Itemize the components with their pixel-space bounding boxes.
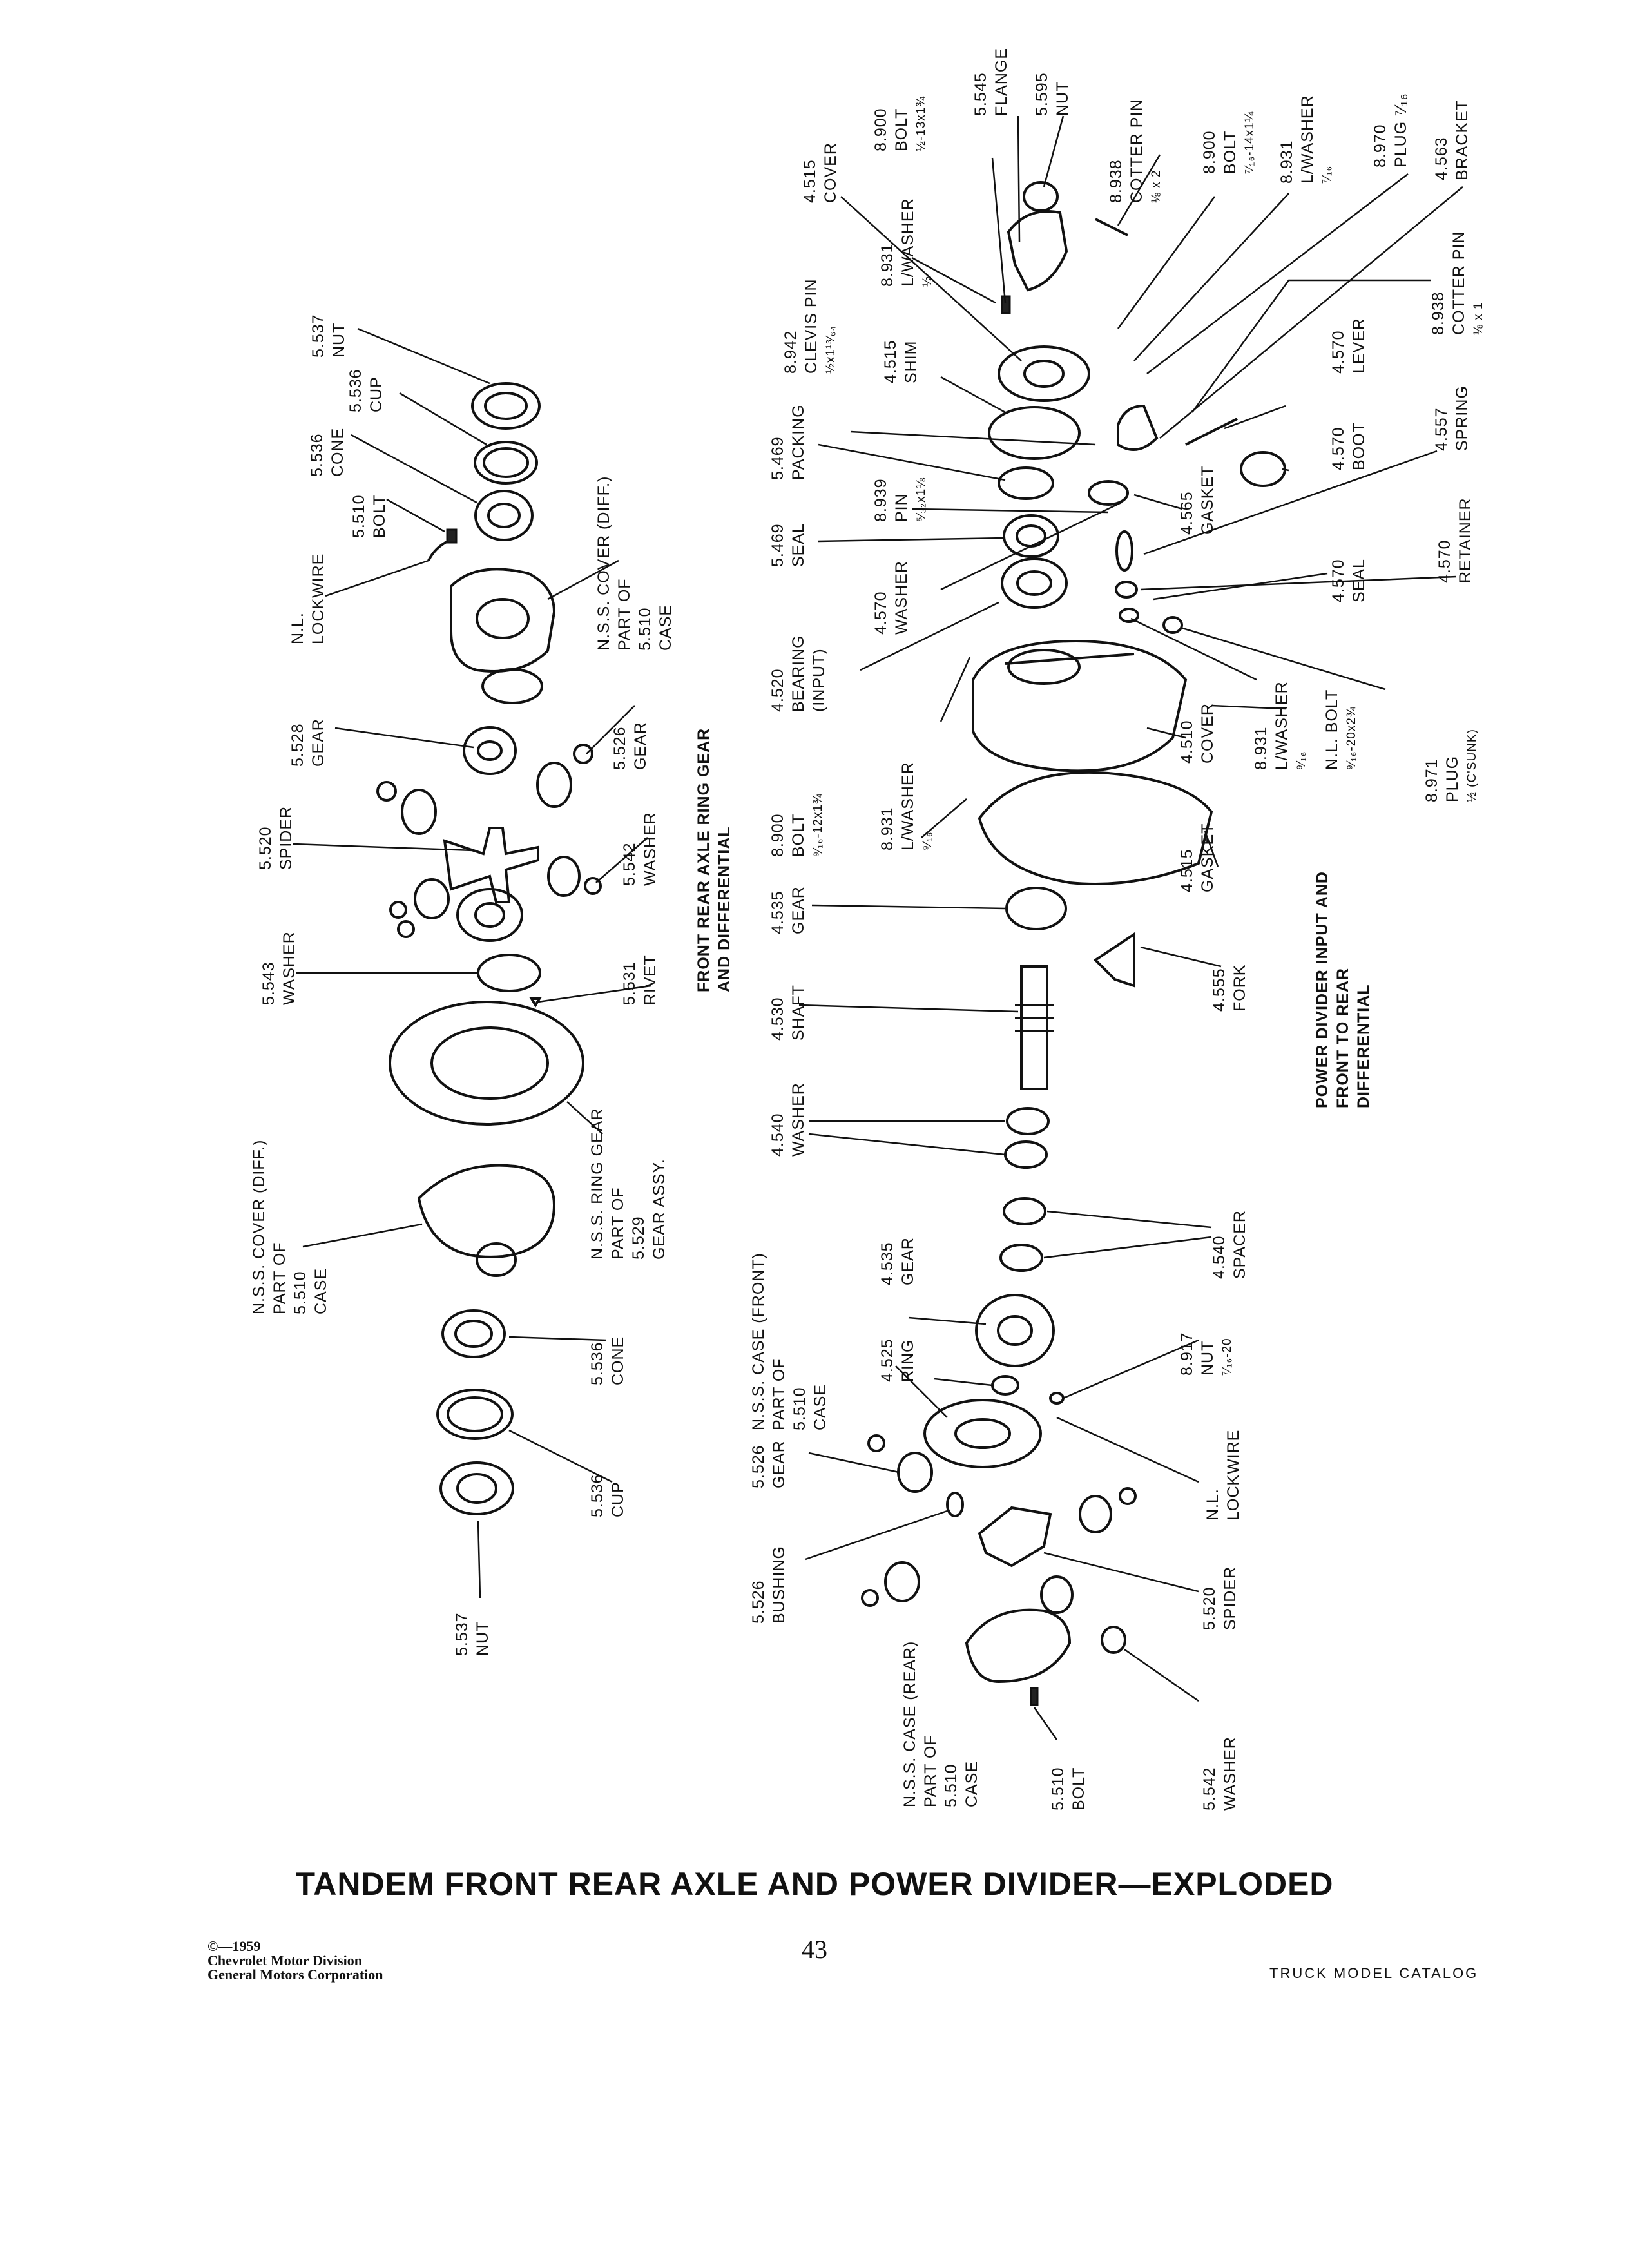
svg-text:BOLT: BOLT [1070,1767,1088,1811]
svg-text:5.526: 5.526 [749,1445,767,1488]
svg-text:N.S.S. CASE (FRONT): N.S.S. CASE (FRONT) [749,1253,767,1430]
label-rivet-531 [621,954,659,1005]
svg-text:SHAFT: SHAFT [789,985,807,1041]
svg-text:8.917: 8.917 [1178,1332,1196,1376]
bushing-part [947,1493,963,1516]
svg-text:4.563: 4.563 [1432,137,1451,180]
svg-text:5.545: 5.545 [972,72,990,116]
svg-text:N.S.S. RING GEAR: N.S.S. RING GEAR [588,1108,606,1260]
svg-text:⁹⁄₁₆: ⁹⁄₁₆ [1295,751,1308,770]
svg-text:CASE: CASE [312,1267,330,1314]
input-bearing-part [1002,559,1066,608]
svg-text:8.938: 8.938 [1429,291,1447,335]
label-nl-bolt [1323,689,1358,770]
svg-text:SEAL: SEAL [789,523,807,567]
label-nut-537-lower [453,1612,492,1656]
svg-text:SPIDER: SPIDER [1221,1566,1239,1630]
copyright-year: ©—1959 [207,1938,261,1954]
svg-text:½x1¹³⁄₆₄: ½x1¹³⁄₆₄ [824,325,838,374]
svg-text:5.510: 5.510 [942,1763,960,1807]
svg-text:4.515: 4.515 [1178,849,1196,892]
svg-text:BOLT: BOLT [789,813,807,857]
svg-text:L/WASHER: L/WASHER [1298,95,1316,184]
svg-text:L/WASHER: L/WASHER [1273,681,1291,770]
svg-text:LOCKWIRE: LOCKWIRE [1224,1429,1242,1521]
label-bearing-520 [769,635,828,712]
svg-text:BOLT: BOLT [371,494,389,538]
svg-text:½ (C'SUNK): ½ (C'SUNK) [1465,729,1479,802]
svg-text:8.970: 8.970 [1371,124,1389,168]
svg-text:RING: RING [899,1339,917,1382]
label-nut-595 [1033,72,1072,116]
label-lwasher-931-lower [878,762,934,850]
svg-text:4.525: 4.525 [878,1338,896,1382]
lever-gasket-part [1089,481,1128,505]
svg-text:COVER: COVER [822,142,840,203]
label-bolt-900 [872,96,928,151]
svg-text:GEAR: GEAR [789,886,807,934]
label-cover-diff-bottom [250,1140,330,1314]
label-retainer-570 [1436,497,1474,583]
section-heading-differential [695,728,733,992]
svg-text:N.S.S. COVER (DIFF.): N.S.S. COVER (DIFF.) [595,476,613,651]
svg-text:PIN: PIN [892,493,911,522]
svg-text:PLUG ⁷⁄₁₆: PLUG ⁷⁄₁₆ [1392,93,1410,168]
label-cover-510 [1178,703,1217,764]
catalog-name: TRUCK MODEL CATALOG [1269,1965,1479,1981]
label-ring-gear [588,1108,668,1260]
svg-text:CASE: CASE [811,1383,829,1430]
svg-text:(INPUT): (INPUT) [810,648,828,712]
svg-text:⁷⁄₁₆-14x1¼: ⁷⁄₁₆-14x1¼ [1243,111,1257,174]
spacer-part [1004,1198,1045,1224]
label-cotter-pin-938 [1107,99,1163,203]
svg-text:WASHER: WASHER [1221,1736,1239,1811]
svg-text:GEAR ASSY.: GEAR ASSY. [650,1158,668,1260]
leader-lines [293,116,1463,1740]
svg-text:NUT: NUT [1054,81,1072,116]
shaft-part [1021,966,1047,1089]
svg-text:5.537: 5.537 [453,1612,471,1656]
svg-text:8.938: 8.938 [1107,159,1125,203]
svg-text:½-13x1¾: ½-13x1¾ [914,95,928,151]
svg-text:WASHER: WASHER [641,812,659,886]
svg-text:BUSHING: BUSHING [770,1546,788,1624]
label-bolt-900-916 [769,793,825,857]
label-ring-525 [878,1338,917,1382]
label-cup-536 [347,369,385,412]
label-shaft-530 [769,985,807,1041]
case-bolt-part [1031,1688,1037,1705]
input-cover-part [999,347,1089,401]
label-clevis-pin-942 [782,278,838,374]
label-gear-535-lower [878,1237,917,1285]
svg-text:4.570: 4.570 [1329,330,1347,374]
label-gear-526-lower [749,1440,788,1488]
label-plug-970 [1371,93,1410,168]
svg-text:4.570: 4.570 [1329,559,1347,602]
washer-part [483,669,542,703]
page-number: 43 [802,1935,827,1964]
svg-text:BEARING: BEARING [789,635,807,712]
svg-text:5.542: 5.542 [621,842,639,886]
label-spacer-540 [1210,1210,1249,1279]
svg-text:FRONT TO REAR: FRONT TO REAR [1334,967,1352,1108]
svg-text:4.515: 4.515 [801,159,819,203]
input-gear-part [1007,888,1066,929]
svg-text:WASHER: WASHER [892,561,911,635]
retainer-part [1116,582,1137,597]
label-seal-469 [769,523,807,567]
cotter-pin-part [1095,219,1128,235]
svg-text:5.520: 5.520 [1200,1586,1219,1630]
svg-text:8.931: 8.931 [878,807,896,850]
label-flange-545 [972,48,1010,116]
label-washer-540 [769,1082,807,1157]
label-bolt-510-lower [1049,1767,1088,1811]
svg-text:N.L.: N.L. [289,612,307,644]
svg-text:⁷⁄₁₆: ⁷⁄₁₆ [1320,165,1334,184]
svg-text:GEAR: GEAR [631,722,650,770]
nut-lower-part [441,1463,513,1514]
svg-text:5.537: 5.537 [309,314,327,358]
label-pin-939 [872,477,928,522]
svg-text:BOOT: BOOT [1350,422,1368,470]
svg-text:WASHER: WASHER [789,1082,807,1157]
flange-part [1008,211,1066,290]
svg-text:8.939: 8.939 [872,478,890,522]
svg-text:5.510: 5.510 [636,607,654,651]
label-cotter-pin-938-1 [1429,231,1485,335]
label-bolt-900-716 [1200,111,1257,174]
ring-part [992,1376,1018,1394]
lever-part [1186,419,1237,445]
svg-text:GEAR: GEAR [899,1237,917,1285]
svg-text:RETAINER: RETAINER [1456,497,1474,583]
label-bushing-526 [749,1546,788,1624]
svg-text:⁹⁄₁₆-12x1¾: ⁹⁄₁₆-12x1¾ [811,793,825,857]
label-shim-515 [882,340,920,383]
label-cone-536-lower [588,1336,627,1385]
svg-text:WASHER: WASHER [280,931,298,1005]
svg-text:⁵⁄₃₂x1⅛: ⁵⁄₃₂x1⅛ [914,477,928,522]
svg-text:RIVET: RIVET [641,954,659,1005]
shaft-washer-part [1007,1108,1048,1134]
svg-text:8.971: 8.971 [1423,758,1441,802]
diff-cover-lower-part [419,1166,554,1257]
copyright-division: Chevrolet Motor Division [207,1952,362,1968]
label-cover-diff-top [595,476,675,651]
label-lwasher-931-916 [1252,681,1308,770]
svg-text:5.510: 5.510 [350,494,368,538]
svg-text:5.469: 5.469 [769,523,787,567]
svg-text:5.536: 5.536 [588,1341,606,1385]
svg-text:COTTER PIN: COTTER PIN [1450,231,1468,335]
copyright-corporation: General Motors Corporation [207,1966,383,1983]
svg-text:LEVER: LEVER [1350,318,1368,374]
label-lockwire-lower [1204,1430,1242,1521]
cone-part [476,491,532,540]
svg-text:5.469: 5.469 [769,436,787,480]
flange-bolt-part [1002,296,1010,313]
label-gasket-565 [1178,466,1217,535]
svg-text:4.555: 4.555 [1210,968,1228,1012]
svg-text:5.520: 5.520 [256,826,275,870]
svg-text:⅛ x 1: ⅛ x 1 [1472,302,1485,335]
svg-text:5.510: 5.510 [1049,1767,1067,1811]
svg-text:PART OF: PART OF [609,1187,627,1260]
label-washer-543 [260,931,298,1005]
svg-text:4.570: 4.570 [1436,539,1454,583]
svg-text:5.526: 5.526 [611,726,629,770]
svg-text:COVER: COVER [1199,703,1217,764]
cone-lower-part [443,1311,505,1357]
svg-text:FLANGE: FLANGE [992,47,1010,116]
label-fork-555 [1210,965,1249,1012]
svg-text:⁹⁄₁₆: ⁹⁄₁₆ [921,831,934,850]
spider-part [445,828,538,902]
label-lockwire [289,553,327,644]
fork-part [1095,934,1134,986]
svg-text:5.595: 5.595 [1033,72,1051,116]
nut-part [472,383,539,428]
lower-washer-part [1102,1627,1125,1653]
spring-part [1117,532,1132,570]
svg-text:CONE: CONE [329,427,347,477]
ring-gear-part [390,1002,583,1124]
svg-text:4.540: 4.540 [1210,1235,1228,1279]
svg-text:NUT: NUT [474,1620,492,1656]
svg-text:CASE: CASE [657,604,675,651]
svg-text:8.931: 8.931 [1278,140,1296,184]
svg-text:5.542: 5.542 [1200,1767,1219,1811]
output-gear-part [976,1295,1054,1366]
label-cone-536 [308,428,347,477]
svg-text:NUT: NUT [1199,1340,1217,1376]
svg-text:5.529: 5.529 [630,1216,648,1260]
bolt-part [447,530,456,543]
svg-text:N.L. BOLT: N.L. BOLT [1323,689,1341,770]
svg-text:BRACKET: BRACKET [1453,99,1471,180]
svg-text:8.900: 8.900 [1200,130,1219,174]
svg-text:CLEVIS PIN: CLEVIS PIN [802,278,820,374]
svg-text:L/WASHER: L/WASHER [899,762,917,850]
label-case-front [749,1253,829,1430]
label-gear-528 [289,718,327,767]
packing-part [999,468,1053,499]
svg-text:SEAL: SEAL [1350,559,1368,602]
differential-parts [378,383,601,1514]
shift-lever-part [1118,406,1157,450]
label-spider-520-lower [1200,1566,1239,1630]
svg-text:4.557: 4.557 [1432,407,1451,451]
svg-text:½: ½ [921,276,934,287]
svg-text:4.570: 4.570 [1329,427,1347,470]
svg-text:8.900: 8.900 [769,813,787,857]
svg-text:5.528: 5.528 [289,723,307,767]
svg-text:BOLT: BOLT [1221,130,1239,174]
svg-text:SPACER: SPACER [1231,1210,1249,1279]
svg-text:PART OF: PART OF [271,1242,289,1314]
label-washer-542-lower [1200,1736,1239,1811]
svg-text:4.570: 4.570 [872,591,890,635]
svg-text:PACKING: PACKING [789,404,807,480]
svg-text:5.536: 5.536 [308,433,326,477]
label-gasket-515 [1178,823,1217,892]
label-nut-917 [1178,1332,1234,1376]
svg-text:N.S.S. COVER (DIFF.): N.S.S. COVER (DIFF.) [250,1139,268,1314]
label-packing-469 [769,404,807,480]
label-nut-537 [309,314,348,358]
label-spider-520 [256,806,295,870]
label-cover-515 [801,142,840,203]
svg-text:⁹⁄₁₆-20x2¾: ⁹⁄₁₆-20x2¾ [1345,706,1358,770]
svg-text:4.510: 4.510 [1178,720,1196,764]
svg-text:8.931: 8.931 [878,243,896,287]
lower-spider-part [979,1508,1050,1566]
svg-text:N.L.: N.L. [1204,1488,1222,1521]
svg-text:L/WASHER: L/WASHER [899,198,917,287]
svg-text:⁷⁄₁₆-20: ⁷⁄₁₆-20 [1220,1338,1234,1376]
svg-text:CASE: CASE [963,1760,981,1807]
svg-text:8.942: 8.942 [782,330,800,374]
svg-text:PART OF: PART OF [770,1358,788,1430]
svg-text:LOCKWIRE: LOCKWIRE [309,553,327,644]
svg-text:5.510: 5.510 [791,1387,809,1430]
boot-part [1241,452,1285,486]
svg-text:CUP: CUP [367,376,385,412]
front-case-part [925,1400,1041,1467]
svg-text:BOLT: BOLT [892,108,911,151]
lockwire-part [429,541,448,561]
page-title: TANDEM FRONT REAR AXLE AND POWER DIVIDER—EXPLODED [295,1866,1334,1902]
svg-text:COTTER PIN: COTTER PIN [1128,99,1146,203]
flange-nut-part [1024,182,1057,211]
svg-text:FRONT REAR AXLE RING GEAR: FRONT REAR AXLE RING GEAR [695,727,713,992]
label-lever-570 [1329,318,1368,374]
svg-text:8.931: 8.931 [1252,726,1270,770]
svg-text:FORK: FORK [1231,964,1249,1012]
label-spring-557 [1432,385,1471,451]
divider-cover-part [973,641,1186,771]
divider-gasket-part [979,773,1211,884]
svg-text:4.565: 4.565 [1178,491,1196,535]
label-boot-570 [1329,422,1368,470]
svg-text:CONE: CONE [609,1336,627,1385]
svg-text:AND DIFFERENTIAL: AND DIFFERENTIAL [715,826,733,992]
label-plug-971 [1423,729,1479,802]
svg-text:CUP: CUP [609,1481,627,1517]
label-washer-542 [621,812,659,886]
svg-text:GASKET: GASKET [1199,465,1217,535]
svg-text:4.515: 4.515 [882,340,900,383]
svg-text:⅛ x 2: ⅛ x 2 [1150,169,1163,203]
lower-side-gear-part [898,1453,932,1492]
section-heading-power-divider [1313,871,1373,1108]
svg-text:5.543: 5.543 [260,961,278,1005]
svg-text:PLUG: PLUG [1443,755,1461,802]
svg-text:5.536: 5.536 [347,369,365,412]
label-washer-570 [872,561,911,635]
svg-text:4.540: 4.540 [769,1113,787,1157]
label-gear-526 [611,722,650,770]
svg-text:SPRING: SPRING [1453,385,1471,451]
svg-text:4.535: 4.535 [769,890,787,934]
label-lwasher-931-716 [1278,95,1334,184]
svg-text:8.900: 8.900 [872,108,890,151]
plug-part [1164,617,1182,633]
svg-text:POWER DIVIDER INPUT AND: POWER DIVIDER INPUT AND [1313,871,1331,1108]
label-bracket-563 [1432,100,1471,180]
svg-text:PART OF: PART OF [921,1735,940,1807]
svg-text:5.526: 5.526 [749,1580,767,1624]
label-bolt-510 [350,494,389,538]
diff-cover-part [451,569,554,671]
svg-text:NUT: NUT [330,322,348,358]
svg-text:5.531: 5.531 [621,961,639,1005]
svg-text:DIFFERENTIAL: DIFFERENTIAL [1354,984,1373,1108]
svg-text:GASKET: GASKET [1199,823,1217,892]
label-case-rear [901,1641,981,1807]
svg-text:PART OF: PART OF [615,578,633,651]
svg-text:SHIM: SHIM [902,340,920,383]
svg-text:5.510: 5.510 [291,1271,309,1314]
svg-text:SPIDER: SPIDER [277,805,295,870]
rear-case-part [967,1610,1070,1682]
svg-text:N.S.S. CASE (REAR): N.S.S. CASE (REAR) [901,1640,919,1807]
svg-text:4.535: 4.535 [878,1242,896,1285]
svg-text:GEAR: GEAR [770,1440,788,1488]
svg-text:GEAR: GEAR [309,718,327,767]
svg-text:4.530: 4.530 [769,997,787,1041]
power-divider-parts [862,182,1285,1705]
shim-part [989,407,1079,459]
label-gear-535 [769,886,807,934]
svg-text:4.520: 4.520 [769,668,787,712]
svg-text:5.536: 5.536 [588,1474,606,1517]
case-nut-part [1050,1393,1063,1403]
side-gear-part [464,727,516,774]
